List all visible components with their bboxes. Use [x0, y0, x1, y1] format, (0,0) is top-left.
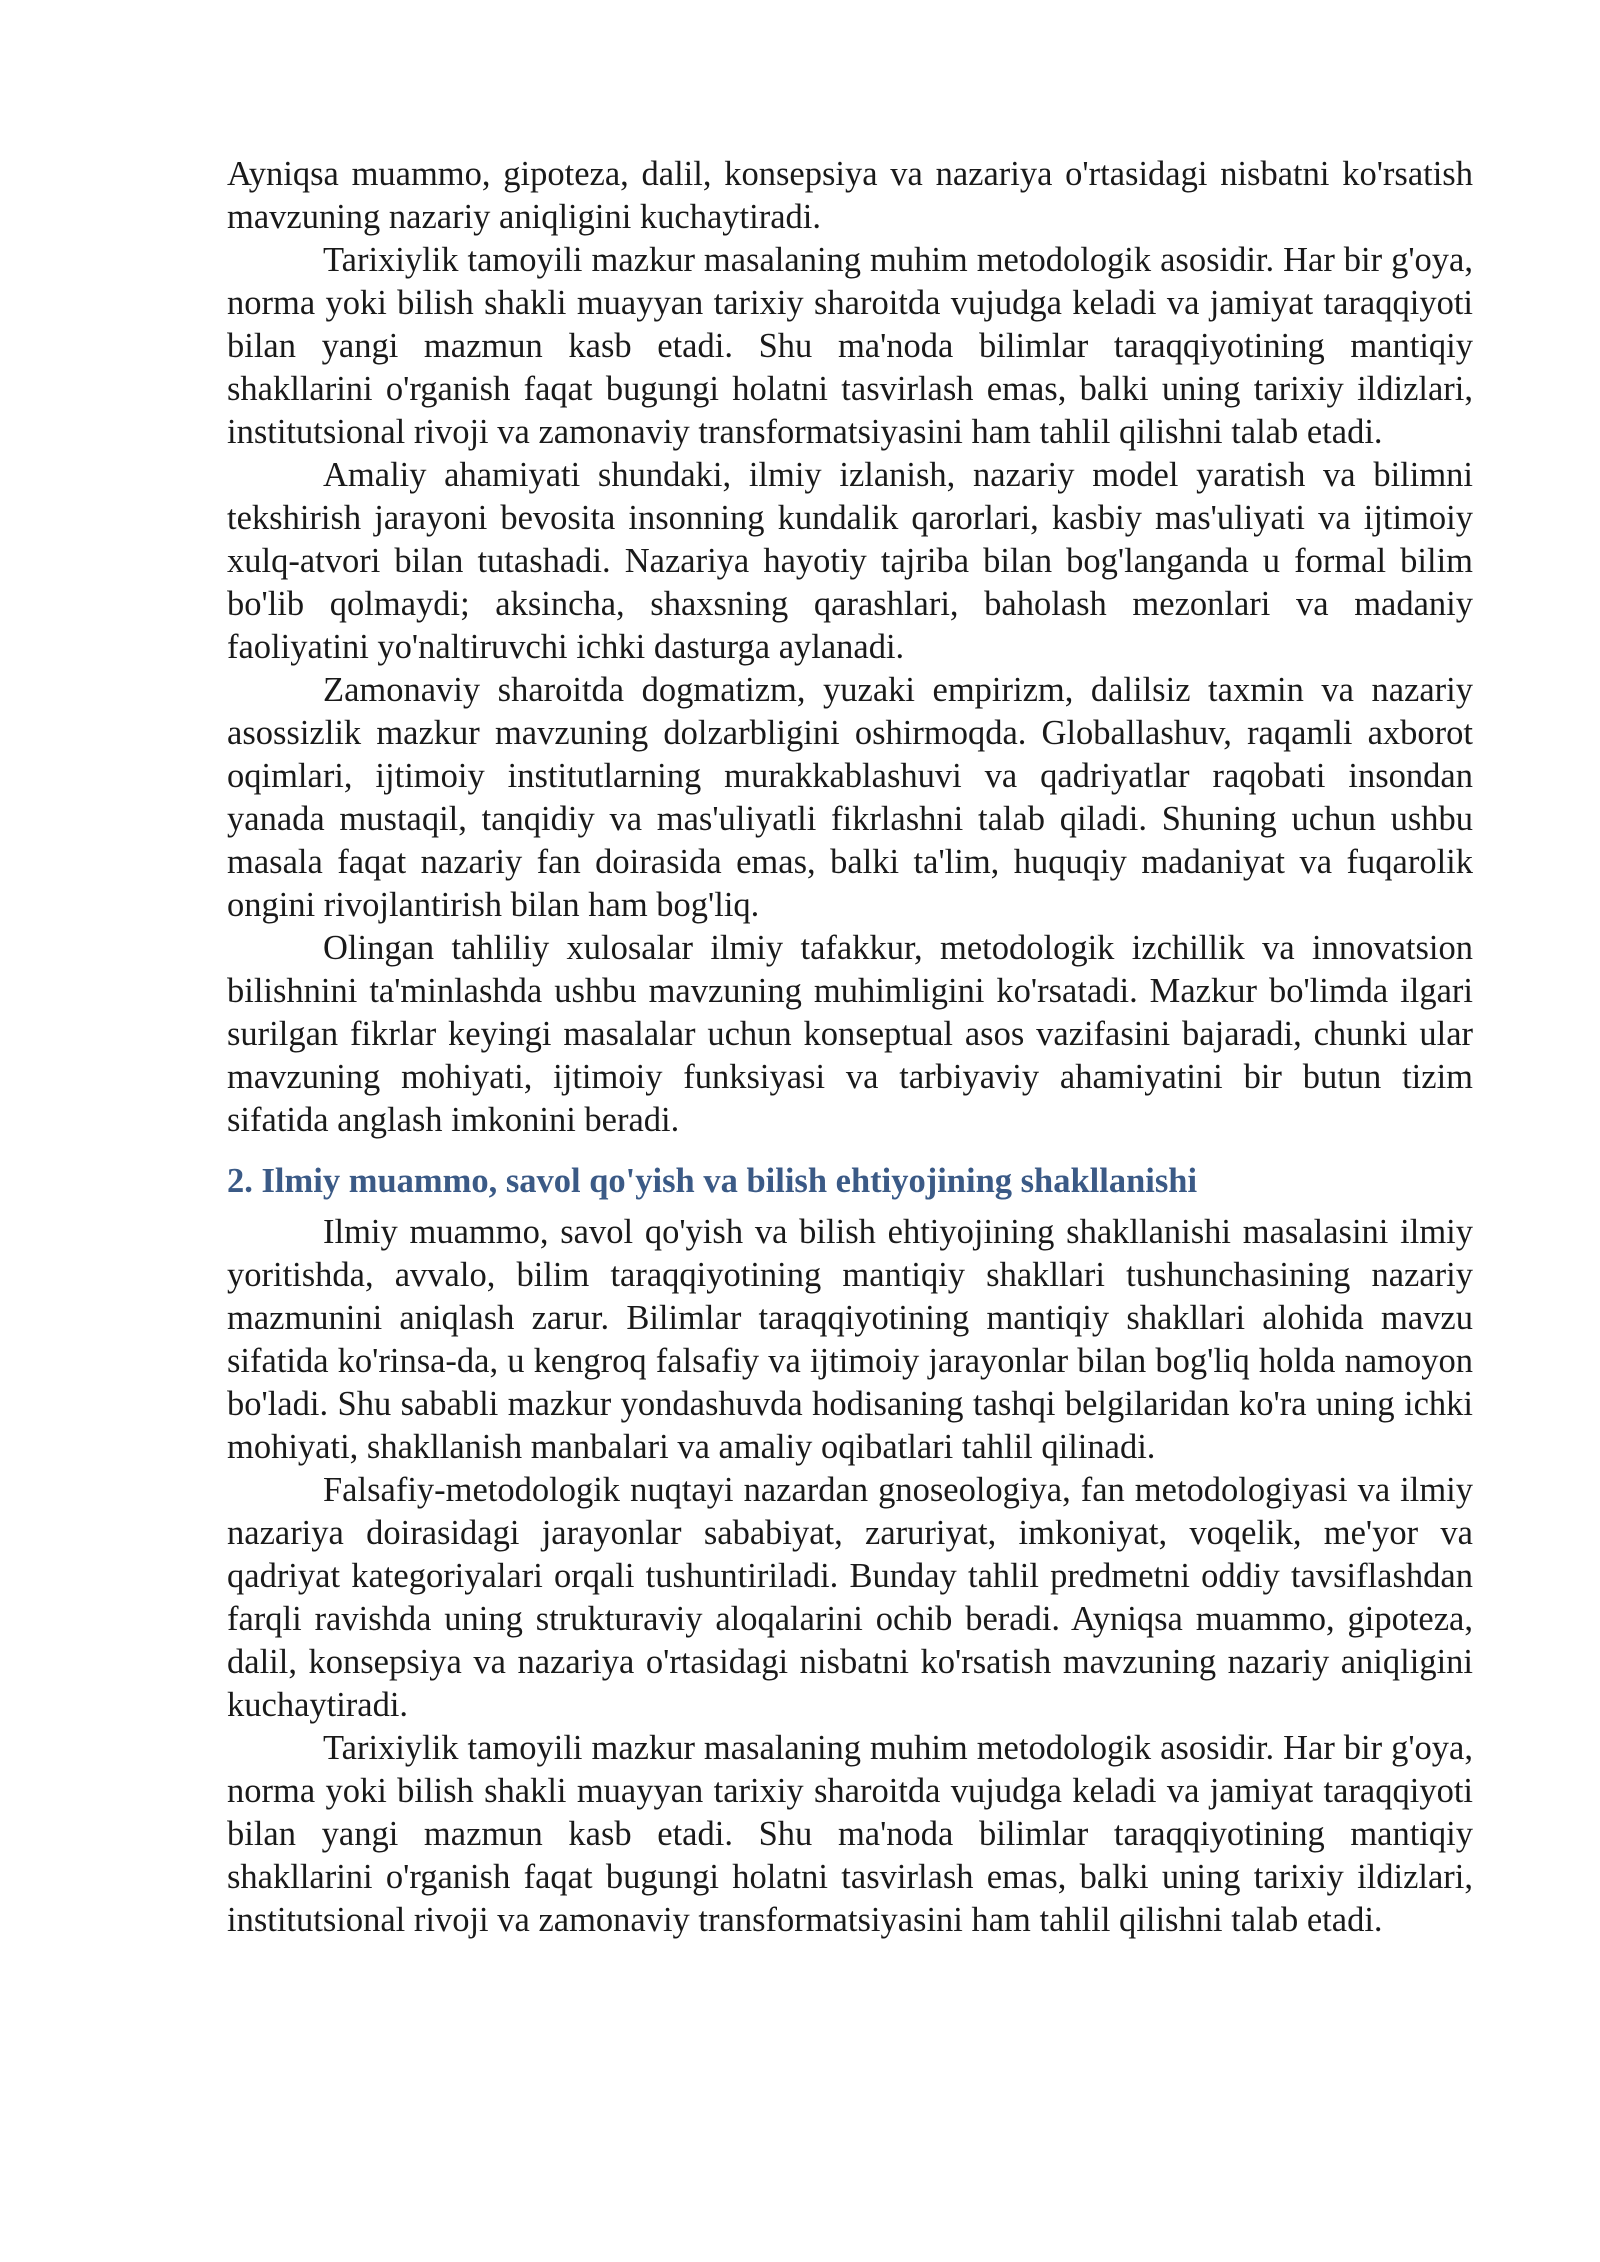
paragraph: Tarixiylik tamoyili mazkur masalaning muhim metodologik asosidir. Har bir g'oya, norma yoki bilish shakli muayyan tarixiy sharoitda vujudga keladi va jamiyat taraqqiyoti bilan yangi mazmun kasb etadi. Shu ma'noda bilimlar taraqqiyotining mantiqiy shakllarini o'rganish faqat bugungi holatni tasvirlash emas, balki uning tarixiy ildizlari, institutsional rivoji va zamonaviy transformatsiyasini ham tahlil qilishni talab etadi.: [227, 1729, 1473, 1939]
paragraph-continued: Ayniqsa muammo, gipoteza, dalil, konsepsiya va nazariya o'rtasidagi nisbatni ko'rsatish mavzuning nazariy aniqligini kuchaytiradi.: [227, 155, 1473, 236]
paragraph: Olingan tahliliy xulosalar ilmiy tafakkur, metodologik izchillik va innovatsion bilishnini ta'minlashda ushbu mavzuning muhimligini ko'rsatadi. Mazkur bo'limda ilgari surilgan fikrlar keyingi masalalar uchun konseptual asos vazifasini bajaradi, chunki ular mavzuning mohiyati, ijtimoiy funksiyasi va tarbiyaviy ahamiyatini bir butun tizim sifatida anglash imkonini beradi.: [227, 929, 1473, 1139]
section-heading: 2. Ilmiy muammo, savol qo'yish va bilish ehtiyojining shakllanishi: [227, 1162, 1198, 1200]
paragraph: Falsafiy-metodologik nuqtayi nazardan gnoseologiya, fan metodologiyasi va ilmiy nazariya doirasidagi jarayonlar sababiyat, zaruriyat, imkoniyat, voqelik, me'yor va qadriyat kategoriyalari orqali tushuntiriladi. Bunday tahlil predmetni oddiy tavsiflashdan farqli ravishda uning strukturaviy aloqalarini ochib beradi. Ayniqsa muammo, gipoteza, dalil, konsepsiya va nazariya o'rtasidagi nisbatni ko'rsatish mavzuning nazariy aniqligini kuchaytiradi.: [227, 1471, 1473, 1724]
paragraph: Tarixiylik tamoyili mazkur masalaning muhim metodologik asosidir. Har bir g'oya, norma yoki bilish shakli muayyan tarixiy sharoitda vujudga keladi va jamiyat taraqqiyoti bilan yangi mazmun kasb etadi. Shu ma'noda bilimlar taraqqiyotining mantiqiy shakllarini o'rganish faqat bugungi holatni tasvirlash emas, balki uning tarixiy ildizlari, institutsional rivoji va zamonaviy transformatsiyasini ham tahlil qilishni talab etadi.: [227, 241, 1473, 451]
paragraph: Amaliy ahamiyati shundaki, ilmiy izlanish, nazariy model yaratish va bilimni tekshirish jarayoni bevosita insonning kundalik qarorlari, kasbiy mas'uliyati va ijtimoiy xulq-atvori bilan tutashadi. Nazariya hayotiy tajriba bilan bog'langanda u formal bilim bo'lib qolmaydi; aksincha, shaxsning qarashlari, baholash mezonlari va madaniy faoliyatini yo'naltiruvchi ichki dasturga aylanadi.: [227, 456, 1473, 666]
paragraph: Ilmiy muammo, savol qo'yish va bilish ehtiyojining shakllanishi masalasini ilmiy yoritishda, avvalo, bilim taraqqiyotining mantiqiy shakllari tushunchasining nazariy mazmunini aniqlash zarur. Bilimlar taraqqiyotining mantiqiy shakllari alohida mavzu sifatida ko'rinsa-da, u kengroq falsafiy va ijtimoiy jarayonlar bilan bog'liq holda namoyon bo'ladi. Shu sababli mazkur yondashuvda hodisaning tashqi belgilaridan ko'ra uning ichki mohiyati, shakllanish manbalari va amaliy oqibatlari tahlil qilinadi.: [227, 1213, 1473, 1466]
paragraph: Zamonaviy sharoitda dogmatizm, yuzaki empirizm, dalilsiz taxmin va nazariy asossizlik mazkur mavzuning dolzarbligini oshirmoqda. Globallashuv, raqamli axborot oqimlari, ijtimoiy institutlarning murakkablashuvi va qadriyatlar raqobati insondan yanada mustaqil, tanqidiy va mas'uliyatli fikrlashni talab qiladi. Shuning uchun ushbu masala faqat nazariy fan doirasida emas, balki ta'lim, huquqiy madaniyat va fuqarolik ongini rivojlantirish bilan ham bog'liq.: [227, 671, 1473, 924]
